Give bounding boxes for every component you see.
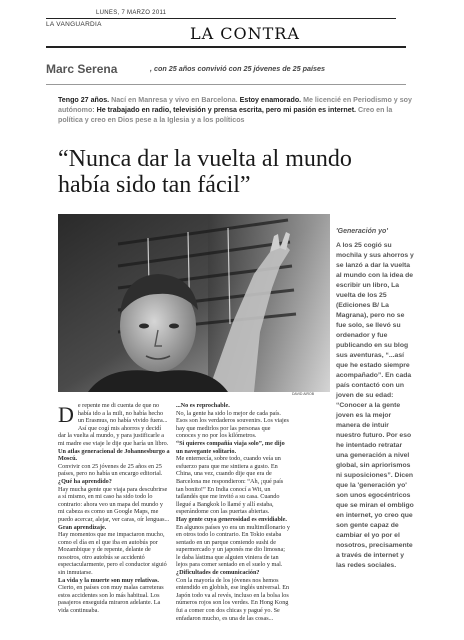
intro-degree: Me licencié en Periodismo y soy autónomo: [58,96,412,114]
article-paragraph: Así que cogí mis ahorros y decidí dar la vuelta al mundo, y para justificarle a mi madre ese viaje le dije que haría un libro. [58,424,169,447]
interviewee-intro [58,96,418,125]
interviewer-question: ¿Dificultades de comunicación? [176,569,260,577]
newspaper-name: LA VANGUARDIA [46,21,102,28]
sidebar-text: A los 25 cogió su mochila y sus ahorros y se lanzó a dar la vuelta al mundo con la idea de escribir un libro, La vuelta de los 25 (Ediciones B/ La Magrana), pero no se fue solo, se llevó su ordenador y fue publicando en su blog sus aventuras, “...así que he estado siempre acompañado”. En cada país contactó con un joven de su edad: “Conocer a la gente joven es la mejor manera de intuir nuestro futuro. Por eso he intentado retratar una generación a nivel global, sin apriorismos ni suposiciones”. Dicen que la 'generación yo' son unos egocéntricos que se miran el ombligo en internet, yo creo que son gente capaz de cambiar el yo por el nosotros, precisamente a través de internet y las redes sociales. [336,242,414,569]
interviewer-question: Un atlas generacional de Johannesburgo a Moscú. [58,447,170,463]
intro-love: Estoy enamorado. [239,96,304,104]
issue-date: LUNES, 7 MARZO 2011 [96,10,167,16]
headline-line-1: “Nunca dar la vuelta al mundo [58,146,352,172]
author-name: Marc Serena [46,62,118,76]
intro-beliefs: Creo en la política y creo en Dios pese a la Iglesia y a los políticos [58,105,393,124]
interviewer-question: Gran aprendizaje. [58,523,107,531]
intro-work: He trabajado en radio, televisión y prensa escrita, pero mi pasión es internet. [96,105,358,114]
article-paragraph: Convivir con 25 jóvenes de 25 años en 25 países, pero no había un encargo editorial. [58,462,163,478]
intro-origin: Nací en Manresa y vivo en Barcelona. [111,96,240,104]
article-paragraph: Hay mucha gente que viaja para descubrirse a sí mismo, en mi caso ha sido todo lo contrario: ahora veo un mapa del mundo y mi cabeza es como un Google Maps, me puedo acercar, alejar, ver caras, oír lenguas... [58,485,170,523]
interviewer-question: La vida y la muerte son muy relativas. [58,576,159,584]
headline [58,146,378,198]
photo-illustration [58,214,330,392]
article-paragraph: En algunos países yo era un multimillonario y en otros todo lo contrario. En Tokio estaba sentado en un parque comiendo sushi de supermercado y un japonés me dio limosna; le daba lástima que alguien viniera de tan lejos para comer sentado en el suelo y mal. [176,523,290,569]
article-paragraph: Con la mayoría de los jóvenes nos hemos entendido en globish, ese inglés universal. En Japón todo va al revés, incluso en la bolsa los números rojos son los verdes. En Hong Kong fui a comer con dos chicas y pagué yo. Se enfadaron mucho, es una de las cosas... [176,576,290,622]
article-paragraph: No, la gente ha sido lo mejor de cada país. Esos son los verdaderos souvenirs. Los viajes hay que medirlos por las personas que conoces y no por los kilómetros. [176,409,289,440]
section-title: LA CONTRA [190,24,300,43]
interview-photo [58,214,330,392]
interviewer-question: Hay gente cuya generosidad es envidiable. [176,515,287,523]
header-top-rule [46,18,396,19]
photo-credit: DAVID AIROB [292,392,315,396]
intro-age: Tengo 27 años. [58,96,112,104]
interviewer-question: ...No es reprochable. [176,402,230,409]
header-bottom-rule [46,46,406,48]
headline-line-2: había sido tan fácil” [58,172,251,198]
article-column-2 [176,402,290,622]
article-paragraph: Me enternecía, sobre todo, cuando veía un esfuerzo para que me sintiera a gusto. En China, una vez, cuando dije que era de Barcelona me respondieron: “Ah, ¡qué país tan bonito!” En India conocí a Wit, un tailandés que me invitó a su casa. Cuando llegué a Bangkok lo llamé y allí estaba, esperándome con las puertas abiertas. [176,455,284,516]
drop-cap: D [58,402,74,427]
interviewer-question: “Si quieres compañía viaja solo”, me dijo un navegante solitario. [176,439,285,455]
article-paragraph: e repente me di cuenta de que no había ido a la mili, no había hecho un Erasmus, no había vivido fuera... [77,402,168,425]
interviewer-question: ¿Qué ha aprendido? [58,477,112,485]
article-paragraph: Cierto, en países con muy malas carreteras estos accidentes son lo más habitual. Los pasajeros enseguida miraron adelante. La vida continuaba. [58,584,164,615]
sidebar-tag: 'Generación yo' [336,228,388,235]
article-column-1 [58,402,170,615]
author-rule [46,84,406,85]
article-paragraph: Hay momentos que me impactaron mucho, como el día en el que iba en autobús por Mozambique y de repente, delante de nosotros, otro autobús se accidentó espectacularmente, pero el conductor siguió sin inmutarse. [58,531,167,577]
author-subtitle: , con 25 años convivió con 25 jóvenes de 25 países [150,64,325,73]
